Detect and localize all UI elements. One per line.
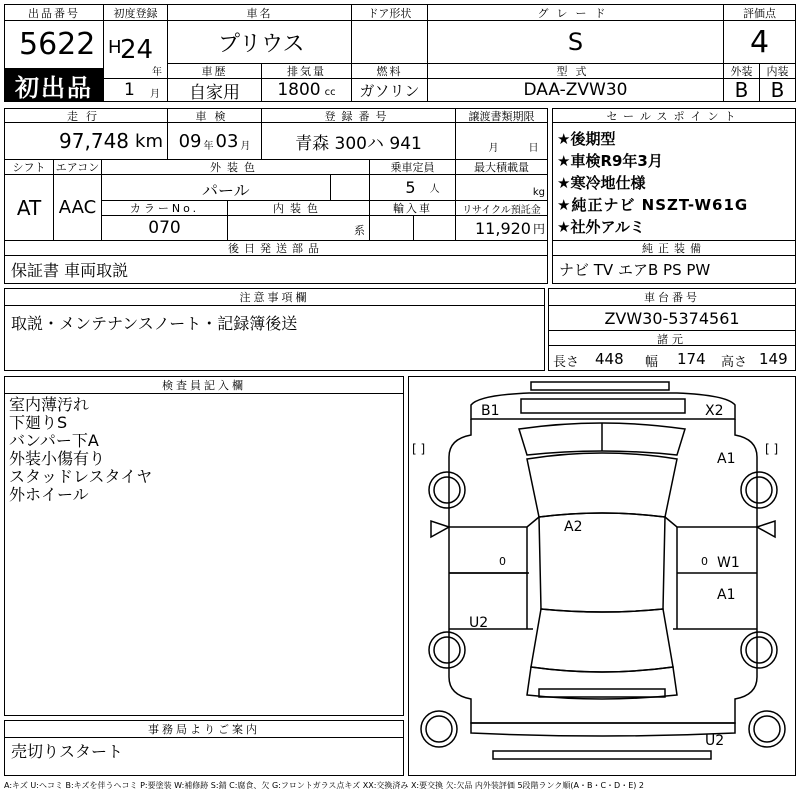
right-front-door [665,517,757,573]
first-registration-label: 初度登録 [104,4,168,21]
legend: A:キズ U:ヘコミ B:キズを伴うヘコミ P:要塗装 W:補修跡 S:錆 C:腐食、欠 G:フロントガラス点キズ XX:交換済み X:要交換 欠:欠品 内外装評価 5段階ランク順(A・B・C・D・E) 2 [4,781,645,790]
registration-number-label: 登録番号 [262,108,456,123]
door-type-label: ドア形状 [352,4,428,21]
office-notice-label: 事務局よりご案内 [5,721,403,738]
exterior-color-value: パール [202,181,250,200]
trunk [527,667,677,699]
later-shipment-label: 後日発送部品 [4,241,548,256]
import-car-label: 輸入車 [370,201,456,216]
zero-mark-left: 0 [499,555,506,568]
inspector-note: 外装小傷有り [9,449,106,468]
import-car-divider [413,216,414,241]
shift-label: シフト [4,160,54,175]
mark-roof: A2 [564,519,583,535]
inspection-year-unit: 年 [203,140,214,152]
inspector-notes-block [4,376,404,716]
max-load [456,175,548,201]
chassis-block [548,288,796,371]
score: 4 [724,21,796,64]
bracket-left: [ ] [412,442,426,456]
transfer-deadline [456,123,548,160]
door-type [352,21,428,64]
width-value: 174 [677,350,706,368]
inspector-notes-label: 検査員記入欄 [5,377,403,394]
chassis-number: ZVW30-5374561 [549,306,795,331]
left-mirror [431,521,449,537]
month-unit: 月 [150,89,160,100]
recycle-fee-unit: 円 [532,221,545,236]
first-registration-year [104,21,168,79]
front-bumper [471,393,735,419]
later-shipment-parts: 保証書 車両取説 [4,256,548,284]
interior-color-suffix: 系 [354,224,365,237]
car-diagram-drawing [409,377,795,775]
first-registration-month [104,79,168,102]
interior-color [228,216,370,241]
left-rear-door [449,573,533,629]
dimensions [549,347,795,371]
recycle-fee-label: リサイクル預託金 [456,201,548,216]
displacement [262,79,352,102]
interior-grade-label: 内装 [760,64,796,79]
notes-text: 取説・メンテナンスノート・記録簿後送 [11,314,298,333]
history-label: 車歴 [168,64,262,79]
fuel: ガソリン [352,79,428,102]
score-label: 評価点 [724,4,796,21]
left-front-door [449,517,539,573]
inspector-note: スタッドレスタイヤ [9,467,153,486]
mark-right-front: A1 [717,451,736,467]
interior-grade: B [760,79,796,102]
rear-bumper [471,723,735,736]
exterior-grade: B [724,79,760,102]
length-label: 長さ [553,355,580,370]
transfer-day-unit: 日 [528,142,539,154]
inspector-note: 外ホイール [9,485,89,504]
height-value: 149 [759,350,788,368]
mileage-unit: km [135,130,163,152]
recycle-fee [456,216,548,241]
history: 自家用 [168,79,262,102]
era-label: H [108,37,122,58]
sales-point-item: ★車検R9年3月 [557,152,663,170]
capacity-label: 乗車定員 [370,160,456,175]
registration-number: 青森 300ハ 941 [262,123,456,160]
model-code-label: 型式 [428,64,724,79]
width-label: 幅 [645,355,659,370]
car-diagram [408,376,796,776]
sales-point-item: ★寒冷地仕様 [557,174,646,192]
capacity-unit: 人 [429,184,440,195]
spec-block [4,108,796,284]
mark-left-rear: U2 [469,615,489,631]
interior-color-label: 内装色 [228,201,370,216]
body-outline [449,419,757,723]
rear-bumper-strip [493,751,711,759]
sales-points-label: セールスポイント [552,108,796,123]
exterior-color-label: 外装色 [102,160,370,175]
genuine-equipment-label: 純正装備 [552,241,796,256]
lot-number: 5622 [4,21,104,69]
sales-points [552,123,796,241]
windshield [527,453,677,517]
mileage-value: 97,748 [59,129,130,153]
inspection-year: 09 [178,130,202,152]
sales-point-item: ★後期型 [557,130,616,148]
inspector-note: 下廻りS [9,413,68,432]
bracket-right: [ ] [765,442,779,456]
exterior-grade-label: 外装 [724,64,760,79]
transfer-month-unit: 月 [488,142,499,154]
exterior-color [102,175,370,201]
capacity [370,175,456,201]
inspection-month-unit: 月 [240,140,251,152]
displacement-value: 1800 [277,80,321,100]
chassis-number-label: 車台番号 [549,289,795,306]
mark-front-right: X2 [705,403,724,419]
office-notice: 売切りスタート [11,742,124,761]
aircon-label: エアコン [54,160,102,175]
sales-point-item: ★純正ナビ NSZT-W61G [557,196,749,214]
height-label: 高さ [721,355,748,370]
grade: S [428,21,724,64]
front-grille [521,399,685,413]
registration-month: 1 [124,80,135,100]
mark-rear-bumper: U2 [705,733,725,749]
mark-right-rear-door: W1 [717,555,740,571]
office-notice-block [4,720,404,776]
mark-front-left: B1 [481,403,500,419]
inspector-note: 室内薄汚れ [9,395,90,414]
lot-number-label: 出品番号 [4,4,104,21]
zero-mark-right: 0 [701,555,708,568]
aircon: AAC [54,175,102,241]
shift: AT [4,175,54,241]
rear-plate [539,689,665,697]
grade-label: グレード [428,4,724,21]
first-listing-badge: 初出品 [4,69,104,102]
mileage-label: 走行 [4,108,168,123]
right-mirror [757,521,775,537]
inspection-label: 車検 [168,108,262,123]
max-load-unit: kg [532,187,545,198]
import-car [370,216,456,241]
model-code: DAA-ZVW30 [428,79,724,102]
max-load-label: 最大積載量 [456,160,548,175]
notes-label: 注意事項欄 [5,289,544,306]
genuine-equipment: ナビ TV エアB PS PW [552,256,796,284]
transfer-deadline-label: 譲渡書類期限 [456,108,548,123]
displacement-unit: cc [324,86,336,98]
header-block [4,4,796,102]
roof [539,513,665,612]
car-name: プリウス [168,21,352,64]
registration-year: 24 [120,35,154,65]
notes-block [4,288,545,371]
color-no: 070 [102,216,228,241]
year-unit: 年 [152,67,162,78]
exterior-color-divider [330,175,331,201]
inspector-note: バンパー下A [9,431,99,450]
capacity-value: 5 [405,178,416,197]
color-no-label: カラーNo. [102,201,228,216]
front-bumper-strip [531,382,669,390]
fuel-label: 燃料 [352,64,428,79]
sales-point-item: ★社外アルミ [557,218,645,236]
recycle-fee-value: 11,920 [475,218,531,238]
inspector-notes-list [9,396,152,504]
mileage [4,123,168,160]
mark-right-rear-panel: A1 [717,587,736,603]
inspection [168,123,262,160]
displacement-label: 排気量 [262,64,352,79]
dimensions-label: 諸元 [549,332,795,346]
length-value: 448 [595,350,624,368]
car-name-label: 車名 [168,4,352,21]
inspection-month: 03 [215,130,239,152]
rear-window [531,609,673,672]
